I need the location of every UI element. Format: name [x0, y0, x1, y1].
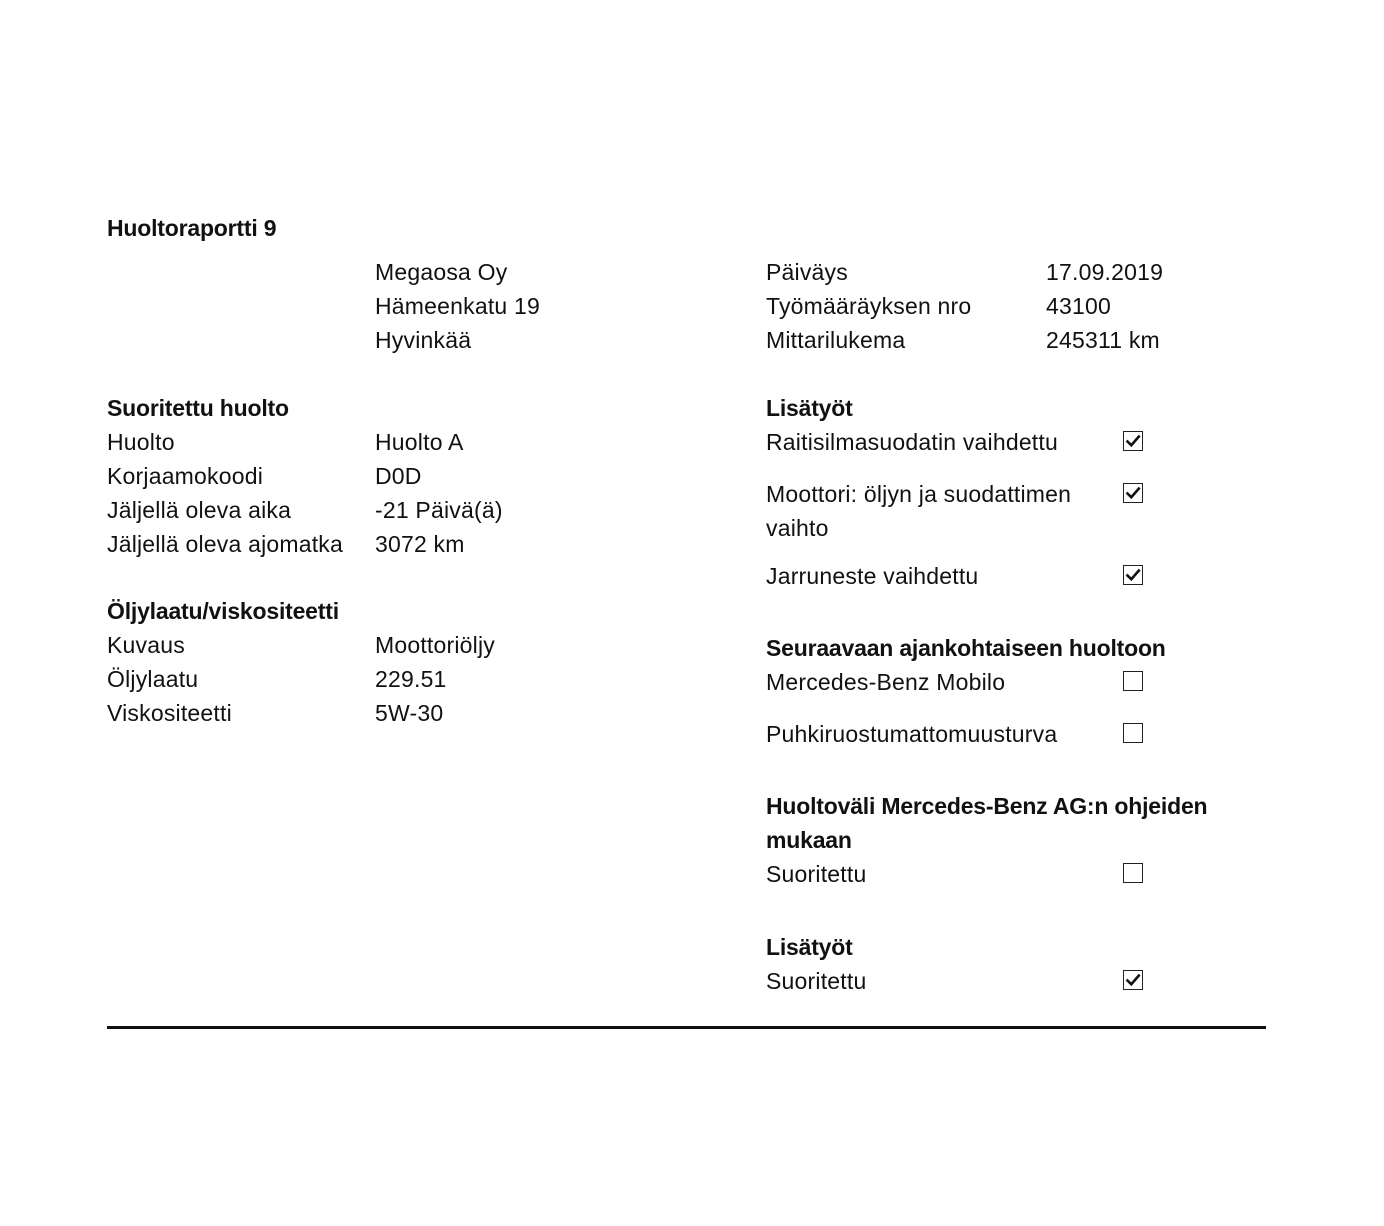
remaining-time-label: Jäljellä oleva aika: [107, 497, 292, 523]
extra-work-2-performed-checkbox[interactable]: [1123, 970, 1143, 990]
rust-warranty-checkbox[interactable]: [1123, 723, 1143, 743]
report-title: Huoltoraportti 9: [107, 215, 277, 241]
work-order-label: Työmääräyksen nro: [766, 293, 972, 319]
remaining-time-value: -21 Päivä(ä): [375, 497, 503, 523]
service-type-value: Huolto A: [375, 429, 464, 455]
interval-heading-line1: Huoltoväli Mercedes-Benz AG:n ohjeiden: [766, 793, 1208, 819]
oil-grade-value: 229.51: [375, 666, 447, 692]
oil-change-label-line2: vaihto: [766, 515, 829, 541]
oil-heading: Öljylaatu/viskositeetti: [107, 598, 339, 624]
mobilo-label: Mercedes-Benz Mobilo: [766, 669, 1006, 695]
mobilo-checkbox[interactable]: [1123, 671, 1143, 691]
workshop-code-value: D0D: [375, 463, 422, 489]
date-label: Päiväys: [766, 259, 848, 285]
check-icon: [1125, 485, 1141, 501]
company-street: Hämeenkatu 19: [375, 293, 540, 319]
viscosity-value: 5W-30: [375, 700, 444, 726]
work-order-value: 43100: [1046, 293, 1111, 319]
interval-performed-checkbox[interactable]: [1123, 863, 1143, 883]
interval-heading-line2: mukaan: [766, 827, 852, 853]
oil-grade-label: Öljylaatu: [107, 666, 199, 692]
viscosity-label: Viskositeetti: [107, 700, 232, 726]
extra-work-2-performed-label: Suoritettu: [766, 968, 867, 994]
oil-change-label-line1: Moottori: öljyn ja suodattimen: [766, 481, 1072, 507]
odometer-value: 245311 km: [1046, 327, 1160, 353]
check-icon: [1125, 972, 1141, 988]
cabin-filter-checkbox[interactable]: [1123, 431, 1143, 451]
date-value: 17.09.2019: [1046, 259, 1164, 285]
brake-fluid-checkbox[interactable]: [1123, 565, 1143, 585]
remaining-distance-label: Jäljellä oleva ajomatka: [107, 531, 344, 557]
service-type-label: Huolto: [107, 429, 175, 455]
check-icon: [1125, 433, 1141, 449]
company-city: Hyvinkää: [375, 327, 472, 353]
service-heading: Suoritettu huolto: [107, 395, 289, 421]
oil-description-value: Moottoriöljy: [375, 632, 495, 658]
remaining-distance-value: 3072 km: [375, 531, 465, 557]
brake-fluid-label: Jarruneste vaihdettu: [766, 563, 979, 589]
rust-warranty-label: Puhkiruostumattomuusturva: [766, 721, 1058, 747]
next-service-heading: Seuraavaan ajankohtaiseen huoltoon: [766, 635, 1166, 661]
extra-work-2-heading: Lisätyöt: [766, 934, 853, 960]
company-name: Megaosa Oy: [375, 259, 508, 285]
oil-change-checkbox[interactable]: [1123, 483, 1143, 503]
check-icon: [1125, 567, 1141, 583]
extra-work-heading: Lisätyöt: [766, 395, 853, 421]
odometer-label: Mittarilukema: [766, 327, 906, 353]
oil-description-label: Kuvaus: [107, 632, 185, 658]
bottom-divider: [107, 1026, 1266, 1029]
interval-performed-label: Suoritettu: [766, 861, 867, 887]
cabin-filter-label: Raitisilmasuodatin vaihdettu: [766, 429, 1058, 455]
workshop-code-label: Korjaamokoodi: [107, 463, 264, 489]
